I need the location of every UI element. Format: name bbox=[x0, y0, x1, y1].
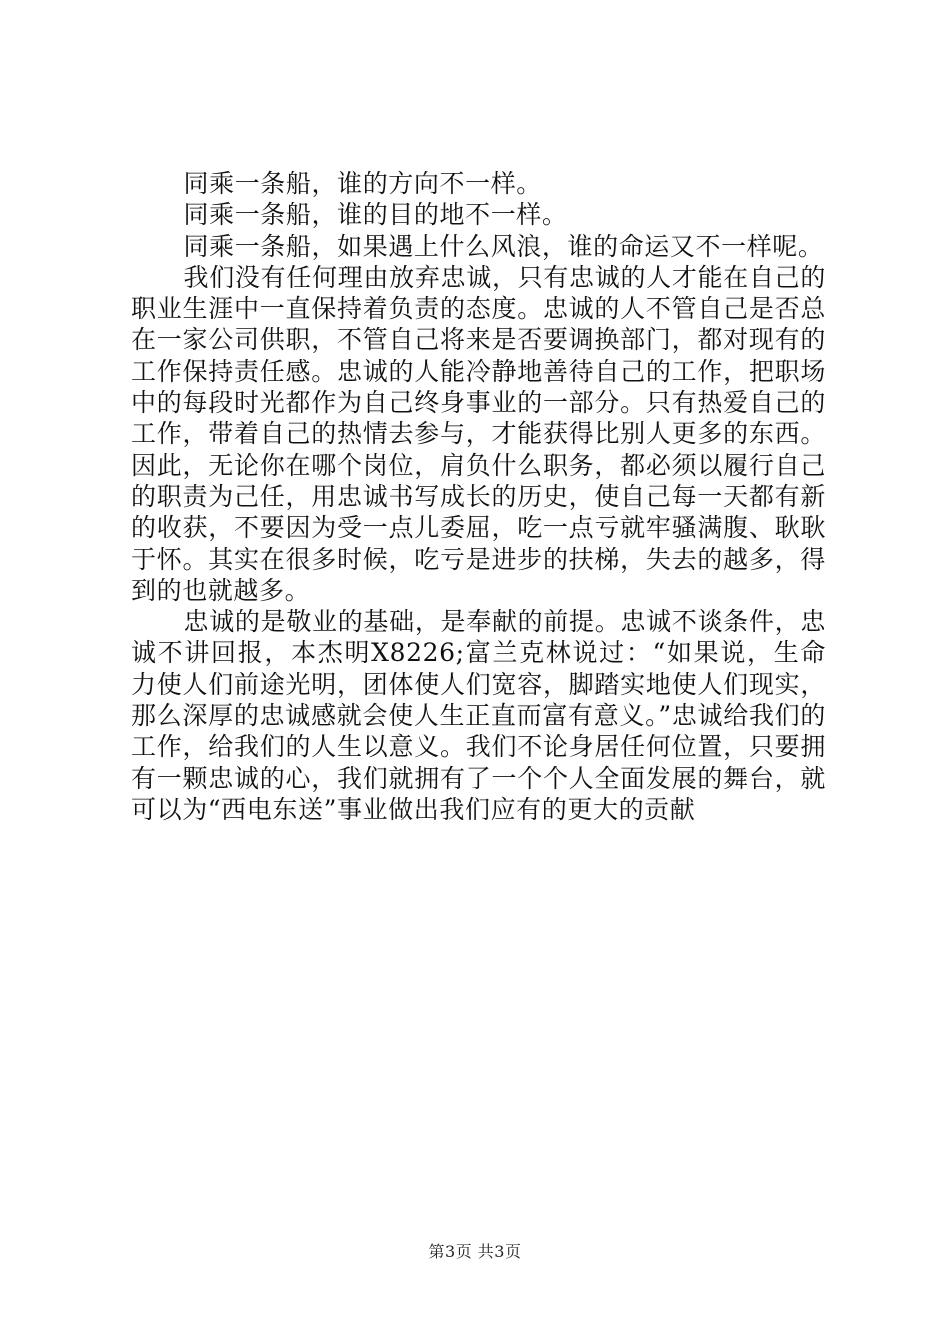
text-line: 同乘一条船，谁的目的地不一样。 bbox=[183, 200, 568, 230]
page-number-footer: 第3页 共3页 bbox=[428, 1242, 522, 1261]
paragraph-loyalty-foundation: 忠诚的是敬业的基础，是奉献的前提。忠诚不谈条件，忠诚不讲回报，本杰明X8226;富兰克林说过：“如果说，生命力使人们前途光明，团体使人们宽容，脚踏实地使人们现实，那么深厚的忠诚感就会使人生正直而富有意义。”忠诚给我们的工作，给我们的人生以意义。我们不论身居任何位置，只要拥有一颗忠诚的心，我们就拥有了一个个人全面发展的舞台，就可以为“西电东送”事业做出我们应有的更大的贡献 bbox=[131, 607, 826, 824]
document-body bbox=[131, 168, 826, 825]
text-line: 同乘一条船，如果遇上什么风浪，谁的命运又不一样呢。 bbox=[183, 231, 824, 261]
text-line: 同乘一条船，谁的方向不一样。 bbox=[183, 169, 542, 198]
paragraph-loyalty-responsibility: 我们没有任何理由放弃忠诚，只有忠诚的人才能在自己的职业生涯中一直保持着负责的态度。忠诚的人不管自己是否总在一家公司供职，不管自己将来是否要调换部门，都对现有的工作保持责任感。忠诚的人能冷静地善待自己的工作，把职场中的每段时光都作为自己终身事业的一部分。只有热爱自己的工作，带着自己的热情去参与，才能获得比别人更多的东西。因此，无论你在哪个岗位，肩负什么职务，都必须以履行自己的职责为己任，用忠诚书写成长的历史，使自己每一天都有新的收获，不要因为受一点儿委屈，吃一点亏就牢骚满腹、耿耿于怀。其实在很多时候，吃亏是进步的扶梯，失去的越多，得到的也就越多。 bbox=[131, 262, 826, 605]
